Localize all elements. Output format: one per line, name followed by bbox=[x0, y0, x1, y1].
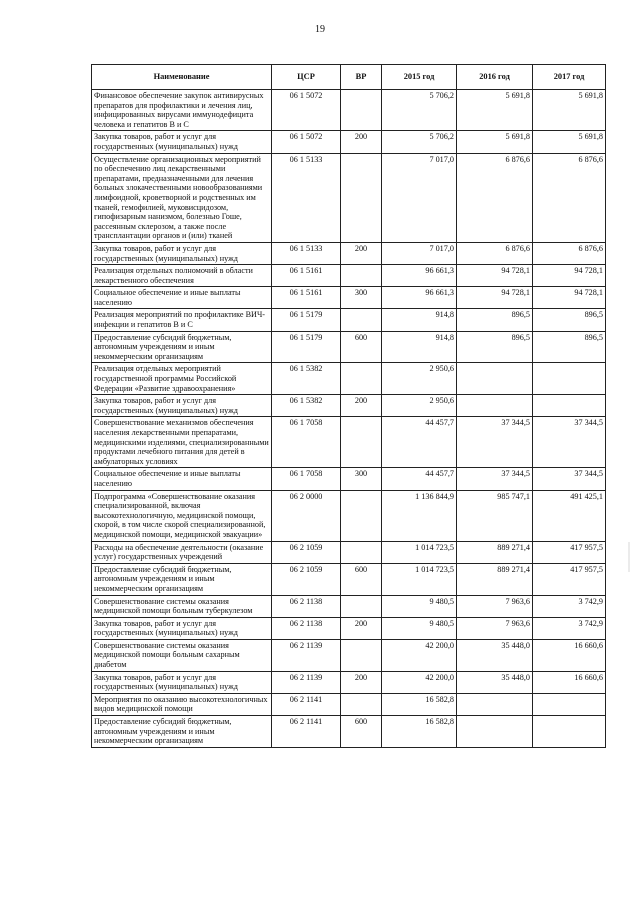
cell-2016: 94 728,1 bbox=[457, 287, 533, 309]
cell-csr: 06 1 5133 bbox=[272, 153, 341, 242]
header-csr: ЦСР bbox=[272, 65, 341, 90]
cell-2017: 417 957,5 bbox=[533, 563, 606, 595]
cell-2015: 1 014 723,5 bbox=[382, 541, 457, 563]
budget-table bbox=[91, 64, 606, 748]
cell-name: Закупка товаров, работ и услуг для государственных (муниципальных) нужд bbox=[92, 617, 272, 639]
cell-2016: 6 876,6 bbox=[457, 153, 533, 242]
cell-csr: 06 2 1141 bbox=[272, 693, 341, 715]
cell-vr: 200 bbox=[341, 131, 382, 153]
cell-name: Реализация отдельных мероприятий государственной программы Российской Федерации «Развитие здравоохранения» bbox=[92, 363, 272, 395]
cell-vr bbox=[341, 595, 382, 617]
cell-csr: 06 1 5179 bbox=[272, 331, 341, 363]
cell-name: Совершенствование механизмов обеспечения населения лекарственными препаратами, медицинскими изделиями, специализированными продуктами лечебного питания для детей в амбулаторных условиях bbox=[92, 417, 272, 468]
header-name: Наименование bbox=[92, 65, 272, 90]
table-header-row bbox=[92, 65, 606, 90]
cell-csr: 06 2 1139 bbox=[272, 671, 341, 693]
cell-2017: 6 876,6 bbox=[533, 242, 606, 264]
header-2016: 2016 год bbox=[457, 65, 533, 90]
cell-vr: 600 bbox=[341, 716, 382, 748]
cell-2016: 94 728,1 bbox=[457, 265, 533, 287]
cell-csr: 06 1 5161 bbox=[272, 287, 341, 309]
table-row bbox=[92, 153, 606, 242]
cell-2016 bbox=[457, 363, 533, 395]
cell-2017: 16 660,6 bbox=[533, 671, 606, 693]
cell-vr: 200 bbox=[341, 242, 382, 264]
cell-2016: 6 876,6 bbox=[457, 242, 533, 264]
cell-2015: 96 661,3 bbox=[382, 287, 457, 309]
cell-csr: 06 2 1138 bbox=[272, 595, 341, 617]
cell-vr bbox=[341, 541, 382, 563]
cell-csr: 06 2 0000 bbox=[272, 490, 341, 541]
cell-2015: 42 200,0 bbox=[382, 671, 457, 693]
cell-2015: 7 017,0 bbox=[382, 242, 457, 264]
header-2017: 2017 год bbox=[533, 65, 606, 90]
cell-2017: 6 876,6 bbox=[533, 153, 606, 242]
cell-csr: 06 1 5161 bbox=[272, 265, 341, 287]
cell-vr bbox=[341, 90, 382, 131]
cell-2017: 5 691,8 bbox=[533, 90, 606, 131]
cell-csr: 06 1 5382 bbox=[272, 363, 341, 395]
cell-2015: 2 950,6 bbox=[382, 395, 457, 417]
cell-name: Мероприятия по оказанию высокотехнологичных видов медицинской помощи bbox=[92, 693, 272, 715]
table-row bbox=[92, 639, 606, 671]
cell-csr: 06 1 5382 bbox=[272, 395, 341, 417]
cell-2017: 3 742,9 bbox=[533, 595, 606, 617]
cell-name: Предоставление субсидий бюджетным, автономным учреждениям и иным некоммерческим организациям bbox=[92, 563, 272, 595]
cell-2017 bbox=[533, 363, 606, 395]
cell-csr: 06 2 1138 bbox=[272, 617, 341, 639]
cell-2015: 42 200,0 bbox=[382, 639, 457, 671]
cell-2017: 37 344,5 bbox=[533, 417, 606, 468]
cell-name: Реализация мероприятий по профилактике ВИЧ-инфекции и гепатитов В и С bbox=[92, 309, 272, 331]
cell-2017: 896,5 bbox=[533, 331, 606, 363]
cell-vr: 300 bbox=[341, 468, 382, 490]
cell-name: Закупка товаров, работ и услуг для государственных (муниципальных) нужд bbox=[92, 395, 272, 417]
cell-2015: 2 950,6 bbox=[382, 363, 457, 395]
cell-2017: 16 660,6 bbox=[533, 639, 606, 671]
cell-2015: 44 457,7 bbox=[382, 468, 457, 490]
cell-2015: 9 480,5 bbox=[382, 617, 457, 639]
table-row bbox=[92, 265, 606, 287]
table-row bbox=[92, 309, 606, 331]
cell-2016: 889 271,4 bbox=[457, 541, 533, 563]
cell-name: Совершенствование системы оказания медицинской помощи больным туберкулезом bbox=[92, 595, 272, 617]
cell-2017: 94 728,1 bbox=[533, 265, 606, 287]
cell-vr bbox=[341, 363, 382, 395]
cell-name: Расходы на обеспечение деятельности (оказание услуг) государственных учреждений bbox=[92, 541, 272, 563]
cell-2016: 37 344,5 bbox=[457, 417, 533, 468]
cell-2017: 417 957,5 bbox=[533, 541, 606, 563]
cell-2015: 1 014 723,5 bbox=[382, 563, 457, 595]
cell-vr: 300 bbox=[341, 287, 382, 309]
cell-csr: 06 2 1139 bbox=[272, 639, 341, 671]
header-vr: ВР bbox=[341, 65, 382, 90]
cell-csr: 06 2 1059 bbox=[272, 541, 341, 563]
cell-name: Подпрограмма «Совершенствование оказания специализированной, включая высокотехнологичную, медицинской помощи, скорой, в том числе скорой специализированной, медицинской помощи, медицинской эвакуации» bbox=[92, 490, 272, 541]
cell-2015: 914,8 bbox=[382, 309, 457, 331]
cell-vr bbox=[341, 309, 382, 331]
cell-vr bbox=[341, 490, 382, 541]
cell-2016: 5 691,8 bbox=[457, 90, 533, 131]
cell-2016: 985 747,1 bbox=[457, 490, 533, 541]
cell-name: Социальное обеспечение и иные выплаты населению bbox=[92, 287, 272, 309]
cell-csr: 06 1 5072 bbox=[272, 131, 341, 153]
cell-2017: 896,5 bbox=[533, 309, 606, 331]
table-row bbox=[92, 468, 606, 490]
cell-2015: 5 706,2 bbox=[382, 90, 457, 131]
table-row bbox=[92, 595, 606, 617]
table-row bbox=[92, 716, 606, 748]
cell-2017: 3 742,9 bbox=[533, 617, 606, 639]
cell-2016: 35 448,0 bbox=[457, 639, 533, 671]
table-row bbox=[92, 395, 606, 417]
cell-name: Совершенствование системы оказания медицинской помощи больным сахарным диабетом bbox=[92, 639, 272, 671]
cell-2017: 491 425,1 bbox=[533, 490, 606, 541]
cell-2015: 7 017,0 bbox=[382, 153, 457, 242]
cell-2016: 896,5 bbox=[457, 331, 533, 363]
cell-2016: 7 963,6 bbox=[457, 617, 533, 639]
cell-vr bbox=[341, 639, 382, 671]
table-row bbox=[92, 693, 606, 715]
cell-csr: 06 2 1059 bbox=[272, 563, 341, 595]
header-2015: 2015 год bbox=[382, 65, 457, 90]
cell-name: Предоставление субсидий бюджетным, автономным учреждениям и иным некоммерческим организациям bbox=[92, 716, 272, 748]
cell-vr bbox=[341, 417, 382, 468]
table-row bbox=[92, 131, 606, 153]
cell-2016: 7 963,6 bbox=[457, 595, 533, 617]
cell-name: Финансовое обеспечение закупок антивирусных препаратов для профилактики и лечения лиц, инфицированных вирусами иммунодефицита человека и гепатитов В и С bbox=[92, 90, 272, 131]
cell-2017: 5 691,8 bbox=[533, 131, 606, 153]
cell-2017 bbox=[533, 716, 606, 748]
cell-vr bbox=[341, 693, 382, 715]
cell-2016 bbox=[457, 395, 533, 417]
cell-2016: 889 271,4 bbox=[457, 563, 533, 595]
table-row bbox=[92, 563, 606, 595]
cell-2016 bbox=[457, 716, 533, 748]
cell-2017 bbox=[533, 693, 606, 715]
page-number: 19 bbox=[315, 24, 325, 35]
cell-vr: 200 bbox=[341, 671, 382, 693]
cell-csr: 06 2 1141 bbox=[272, 716, 341, 748]
cell-vr bbox=[341, 265, 382, 287]
table-row bbox=[92, 287, 606, 309]
cell-csr: 06 1 5179 bbox=[272, 309, 341, 331]
cell-csr: 06 1 5072 bbox=[272, 90, 341, 131]
table-row bbox=[92, 331, 606, 363]
cell-2016: 35 448,0 bbox=[457, 671, 533, 693]
cell-csr: 06 1 5133 bbox=[272, 242, 341, 264]
cell-2016: 896,5 bbox=[457, 309, 533, 331]
cell-2015: 1 136 844,9 bbox=[382, 490, 457, 541]
cell-2015: 44 457,7 bbox=[382, 417, 457, 468]
cell-2017 bbox=[533, 395, 606, 417]
cell-2015: 9 480,5 bbox=[382, 595, 457, 617]
table-row bbox=[92, 242, 606, 264]
table-row bbox=[92, 490, 606, 541]
cell-2016: 37 344,5 bbox=[457, 468, 533, 490]
cell-name: Социальное обеспечение и иные выплаты населению bbox=[92, 468, 272, 490]
cell-2015: 914,8 bbox=[382, 331, 457, 363]
cell-vr: 600 bbox=[341, 563, 382, 595]
cell-2015: 5 706,2 bbox=[382, 131, 457, 153]
table-row bbox=[92, 90, 606, 131]
table-row bbox=[92, 617, 606, 639]
cell-vr bbox=[341, 153, 382, 242]
cell-2017: 37 344,5 bbox=[533, 468, 606, 490]
cell-2015: 16 582,8 bbox=[382, 693, 457, 715]
cell-name: Закупка товаров, работ и услуг для государственных (муниципальных) нужд bbox=[92, 131, 272, 153]
table-row bbox=[92, 541, 606, 563]
table-row bbox=[92, 671, 606, 693]
table-row bbox=[92, 417, 606, 468]
scan-mark bbox=[628, 542, 630, 572]
cell-vr: 200 bbox=[341, 617, 382, 639]
table-row bbox=[92, 363, 606, 395]
cell-2016 bbox=[457, 693, 533, 715]
cell-2015: 16 582,8 bbox=[382, 716, 457, 748]
cell-vr: 600 bbox=[341, 331, 382, 363]
cell-name: Закупка товаров, работ и услуг для государственных (муниципальных) нужд bbox=[92, 242, 272, 264]
cell-vr: 200 bbox=[341, 395, 382, 417]
cell-name: Реализация отдельных полномочий в области лекарственного обеспечения bbox=[92, 265, 272, 287]
cell-2015: 96 661,3 bbox=[382, 265, 457, 287]
cell-csr: 06 1 7058 bbox=[272, 468, 341, 490]
cell-name: Осуществление организационных мероприятий по обеспечению лиц лекарственными препаратами, предназначенными для лечения больных злокачественными новообразованиями лимфоидной, кроветворной и родственных им тканей, гемофилией, муковисцидозом, гипофизарным нанизмом, болезнью Гоше, рассеянным склерозом, а также после трансплантации органов и (или) тканей bbox=[92, 153, 272, 242]
cell-csr: 06 1 7058 bbox=[272, 417, 341, 468]
cell-name: Предоставление субсидий бюджетным, автономным учреждениям и иным некоммерческим организациям bbox=[92, 331, 272, 363]
cell-2017: 94 728,1 bbox=[533, 287, 606, 309]
cell-2016: 5 691,8 bbox=[457, 131, 533, 153]
cell-name: Закупка товаров, работ и услуг для государственных (муниципальных) нужд bbox=[92, 671, 272, 693]
